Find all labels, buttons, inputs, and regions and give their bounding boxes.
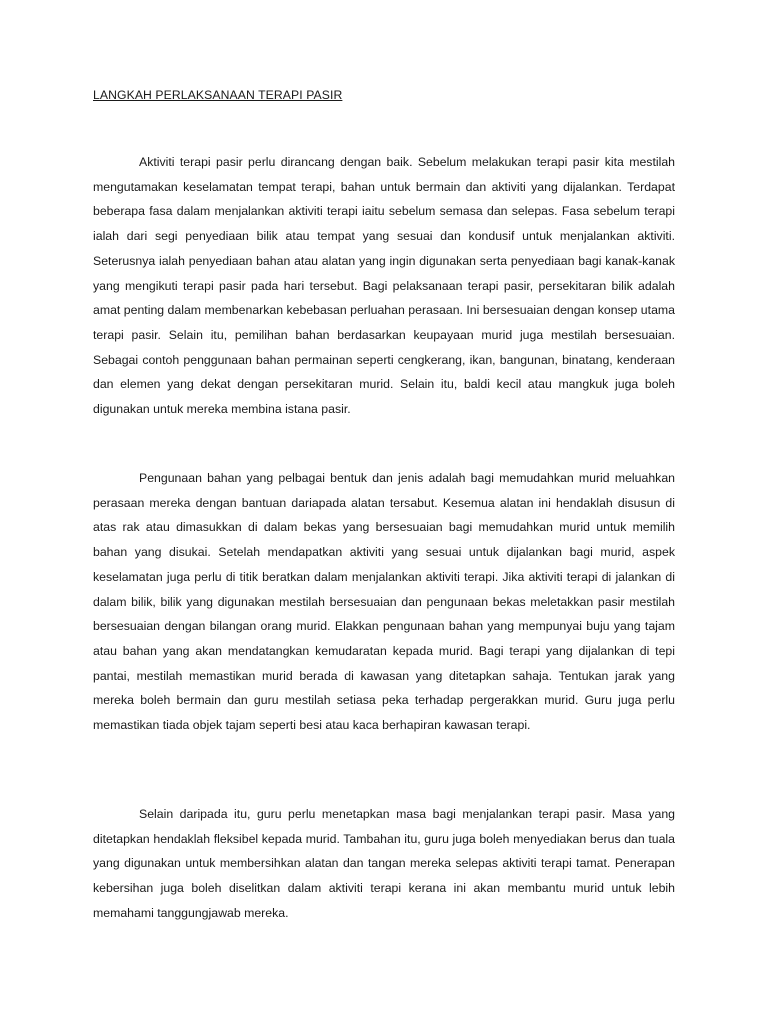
paragraph-3: Selain daripada itu, guru perlu menetapkan masa bagi menjalankan terapi pasir. Masa yang ditetapkan hendaklah fleksibel kepada murid. Tambahan itu, guru juga boleh menyediakan berus dan tuala yang digunakan untuk membersihkan alatan dan tangan mereka selepas aktiviti terapi tamat. Penerapan kebersihan juga boleh diselitkan dalam aktiviti terapi kerana ini akan membantu murid untuk lebih memahami tanggungjawab mereka.	[93, 807, 675, 920]
document-title: LANGKAH PERLAKSANAAN TERAPI PASIR	[93, 88, 343, 102]
paragraph-1: Aktiviti terapi pasir perlu dirancang dengan baik. Sebelum melakukan terapi pasir kita mestilah mengutamakan keselamatan tempat terapi, bahan untuk bermain dan aktiviti yang dijalankan. Terdapat beberapa fasa dalam menjalankan aktiviti terapi iaitu sebelum semasa dan selepas. Fasa sebelum terapi ialah dari segi penyediaan bilik atau tempat yang sesuai dan kondusif untuk menjalankan aktiviti. Seterusnya ialah penyediaan bahan atau alatan yang ingin digunakan serta penyediaan bagi kanak-kanak yang mengikuti terapi pasir pada hari tersebut. Bagi pelaksanaan terapi pasir, persekitaran bilik adalah amat penting dalam membenarkan kebebasan perluahan perasaan. Ini bersesuaian dengan konsep utama terapi pasir. Selain itu, pemilihan bahan berdasarkan keupayaan murid juga mestilah bersesuaian. Sebagai contoh penggunaan bahan permainan seperti cengkerang, ikan, bangunan, binatang, kenderaan dan elemen yang dekat dengan persekitaran murid. Selain itu, baldi kecil atau mangkuk juga boleh digunakan untuk mereka membina istana pasir.	[93, 155, 675, 417]
paragraph-2: Pengunaan bahan yang pelbagai bentuk dan jenis adalah bagi memudahkan murid meluahkan perasaan mereka dengan bantuan dariapada alatan tersabut. Kesemua alatan ini hendaklah disusun di atas rak atau dimasukkan di dalam bekas yang bersesuaian bagi memudahkan murid untuk memilih bahan yang disukai. Setelah mendapatkan aktiviti yang sesuai untuk dijalankan bagi murid, aspek keselamatan juga perlu di titik beratkan dalam menjalankan aktiviti terapi. Jika aktiviti terapi di jalankan di dalam bilik, bilik yang digunakan mestilah bersesuaian dan pengunaan bekas meletakkan pasir mestilah bersesuaian dengan bilangan orang murid. Elakkan pengunaan bahan yang mempunyai buju yang tajam atau bahan yang akan mendatangkan kemudaratan kepada murid. Bagi terapi yang dijalankan di tepi pantai, mestilah memastikan murid berada di kawasan yang ditetapkan sahaja. Tentukan jarak yang mereka boleh bermain dan guru mestilah setiasa peka terhadap pergerakkan murid. Guru juga perlu memastikan tiada objek tajam seperti besi atau kaca berhapiran kawasan terapi.	[93, 471, 675, 733]
